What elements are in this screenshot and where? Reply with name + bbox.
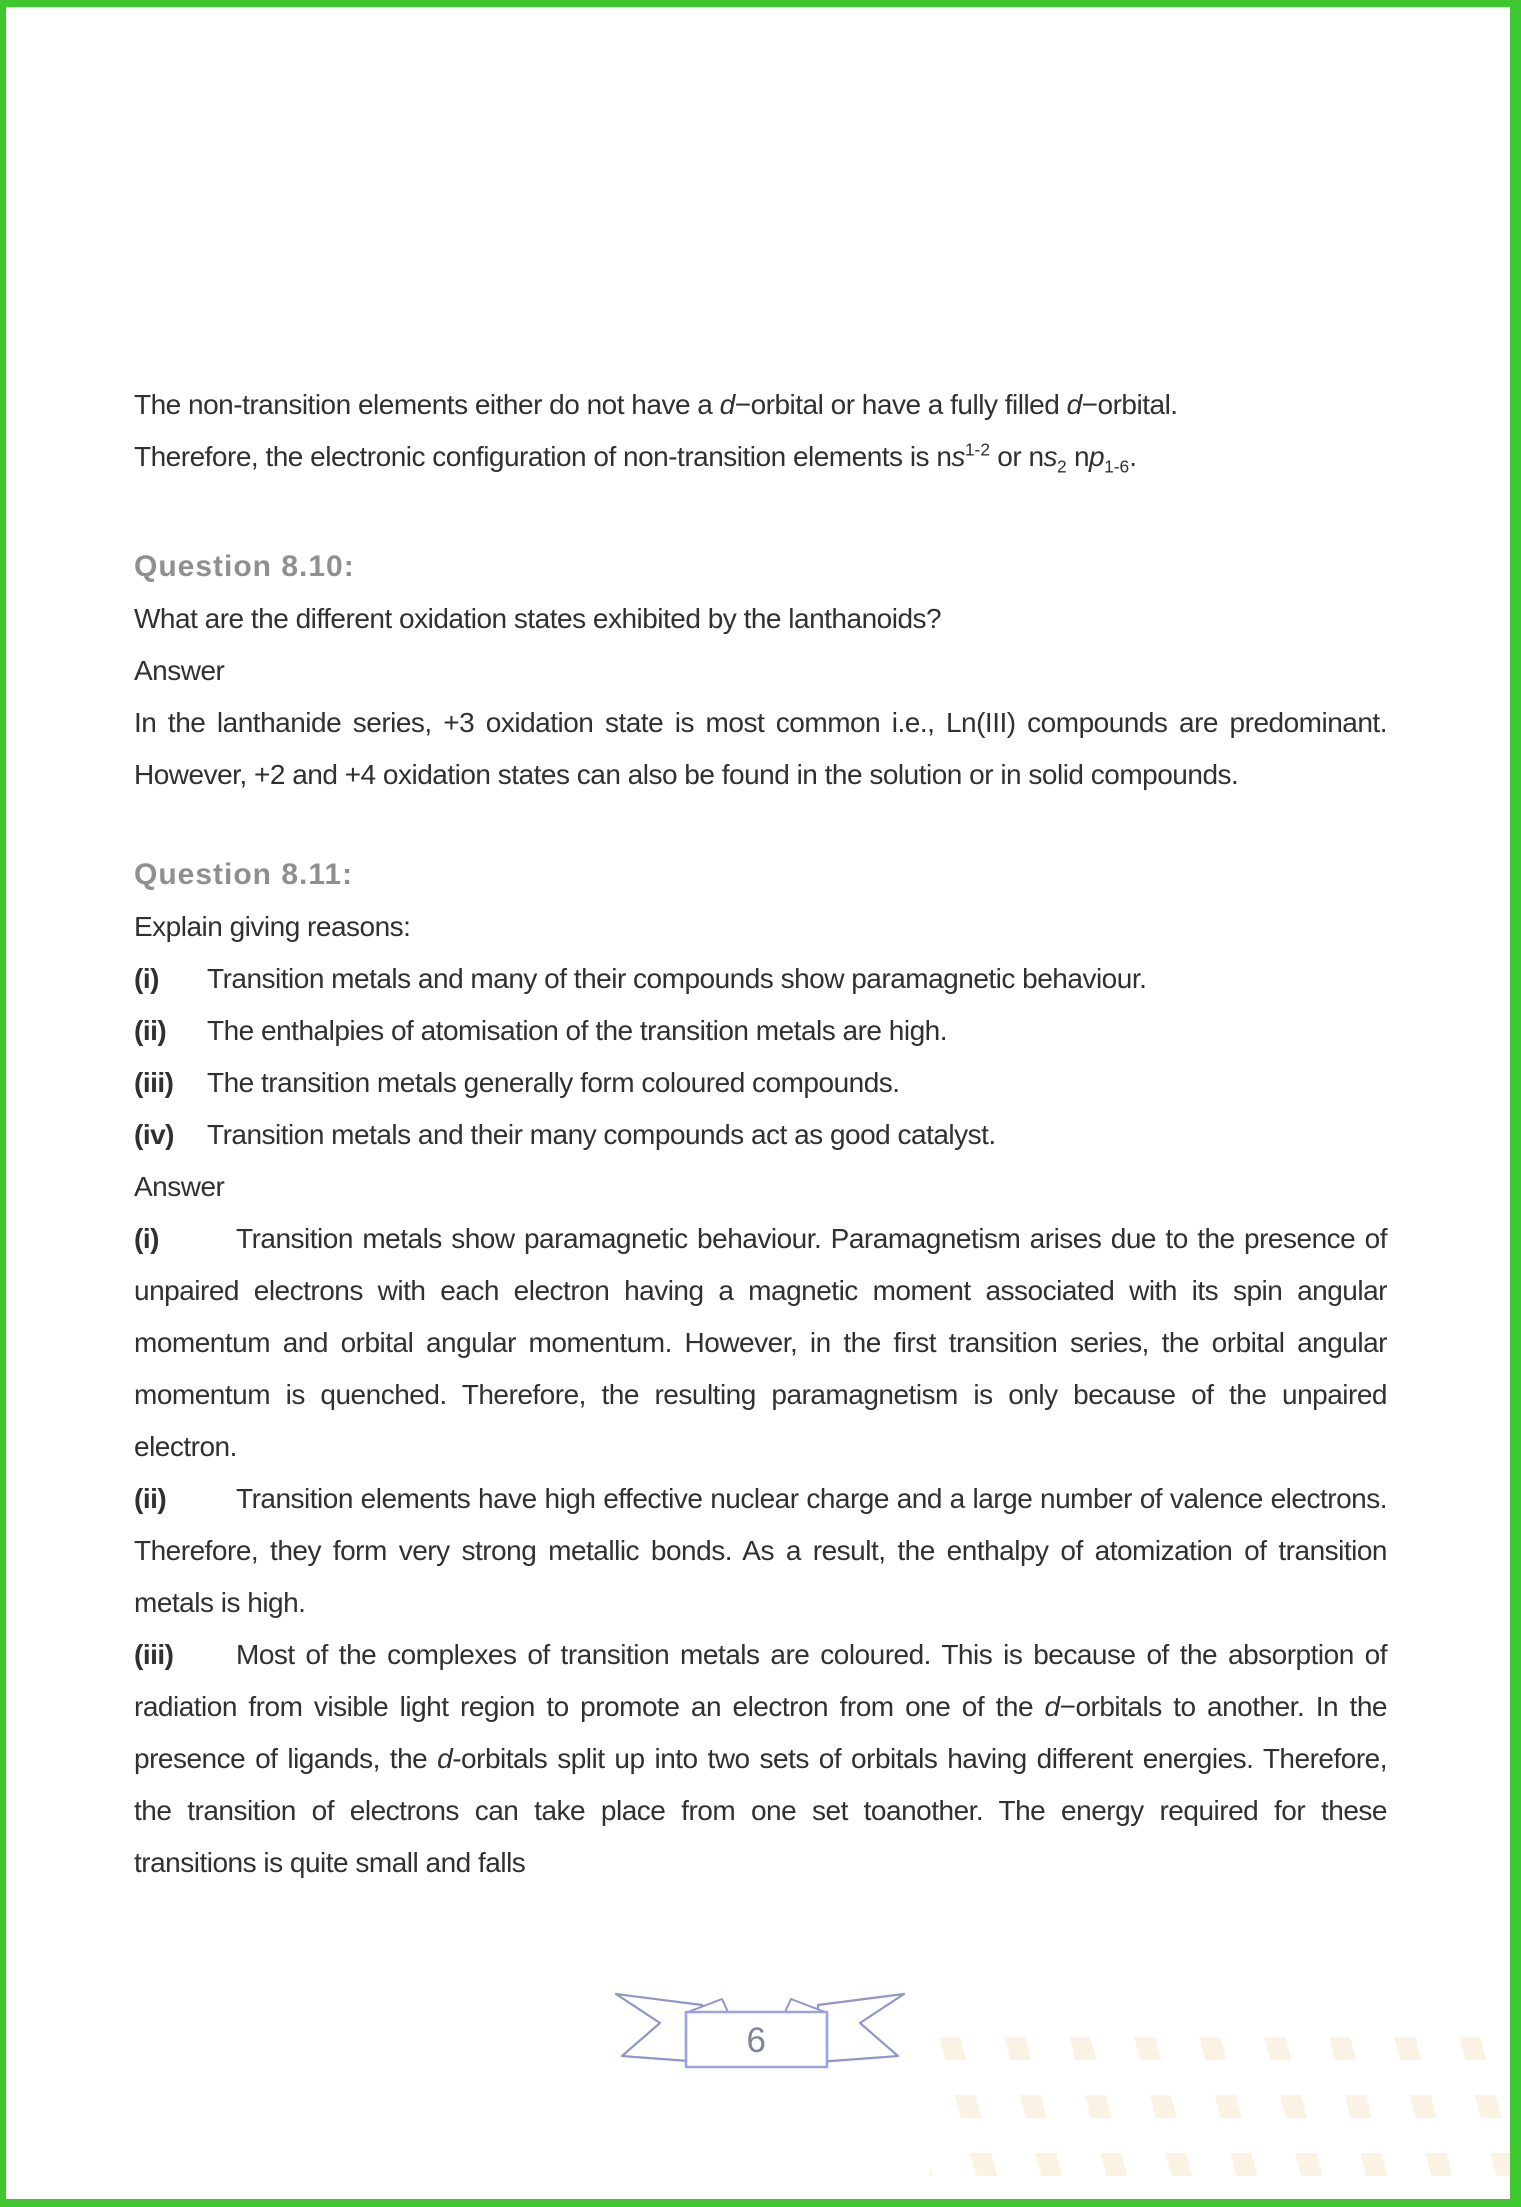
list-item-text: Transition metals and many of their compounds show paramagnetic behaviour. <box>207 963 1147 994</box>
ribbon-banner-icon <box>614 1988 906 2084</box>
page-number: 6 <box>746 2021 766 2060</box>
question-8-10-answer-label: Answer <box>134 655 225 686</box>
list-item-text: Transition metals and their many compounds act as good catalyst. <box>207 1119 996 1150</box>
intro-paragraph: The non-transition elements either do not have a d−orbital or have a fully filled d−orbital. Therefore, the electronic configuration of non-transition elements is $ns^{1-2}$ or $ns_2$ $np_{1-6}$. <box>134 389 1178 477</box>
question-8-10-heading: Question 8.10: <box>134 550 355 583</box>
list-item-marker: (ii) <box>134 1015 167 1046</box>
question-8-11-answer-ii: (ii) Transition elements have high effective nuclear charge and a large number of valence electrons. Therefore, they form very strong metallic bonds. As a result, the enthalpy of atomization of transition metals is high. <box>134 1483 1387 1618</box>
question-8-11-heading: Question 8.11: <box>134 858 354 891</box>
list-item <box>134 1057 1387 1109</box>
list-item-marker: (iv) <box>134 1119 174 1150</box>
question-8-11-answer-i: (i) Transition metals show paramagnetic behaviour. Paramagnetism arises due to the presence of unpaired electrons with each electron having a magnetic moment associated with its spin angular momentum and orbital angular momentum. However, in the first transition series, the orbital angular momentum is quenched. Therefore, the resulting paramagnetism is only because of the unpaired electron. <box>134 1223 1387 1462</box>
watermark-pattern <box>930 2025 1510 2201</box>
list-item <box>134 1005 1387 1057</box>
list-item-text: The transition metals generally form coloured compounds. <box>207 1067 900 1098</box>
page-number-ribbon <box>614 1988 906 2084</box>
question-8-11-answer-iii: (iii) Most of the complexes of transition metals are coloured. This is because of the absorption of radiation from visible light region to promote an electron from one of the d−orbitals to another. In the presence of ligands, the d-orbitals split up into two sets of orbitals having different energies. Therefore, the transition of electrons can take place from one set toanother. The energy required for these transitions is quite small and falls <box>134 1639 1388 1878</box>
page-content <box>134 379 1387 1889</box>
question-8-10-text: What are the different oxidation states exhibited by the lanthanoids? <box>134 603 942 634</box>
list-item-text: The enthalpies of atomisation of the transition metals are high. <box>207 1015 947 1046</box>
question-8-11-answer-label: Answer <box>134 1171 225 1202</box>
question-8-11-lead: Explain giving reasons: <box>134 911 411 942</box>
list-item-marker: (i) <box>134 963 159 994</box>
list-item <box>134 953 1387 1005</box>
question-8-10-answer: In the lanthanide series, +3 oxidation state is most common i.e., Ln(III) compounds are predominant. However, +2 and +4 oxidation states can also be found in the solution or in solid compounds. <box>134 707 1387 790</box>
list-item <box>134 1109 1387 1161</box>
list-item-marker: (iii) <box>134 1067 174 1098</box>
